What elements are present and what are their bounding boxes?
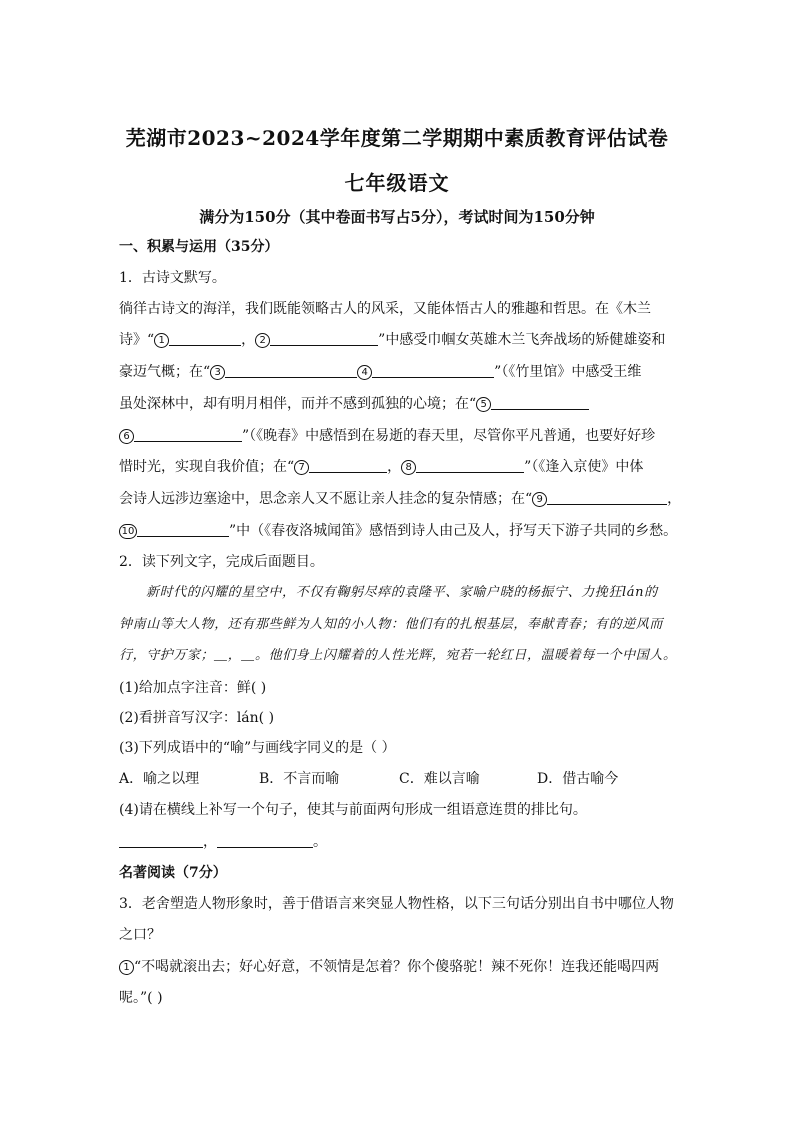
circled-number: 2	[255, 333, 270, 348]
exam-info: 满分为150分（其中卷面书写占5分），考试时间为150分钟	[199, 208, 595, 226]
answer-blank[interactable]	[169, 331, 241, 346]
q1-text: ”（《竹里馆》中感受王维	[494, 364, 642, 380]
option-a[interactable]: A．喻之以理	[119, 771, 200, 787]
circled-number: 7	[294, 460, 309, 475]
q1-title: 1．古诗文默写。	[119, 270, 226, 286]
q2-sub-1: (1)给加点字注音：鲜( )	[119, 680, 267, 696]
q1-text: ”（《晚春》中感悟到在易逝的春天里，尽管你平凡普通，也要好好珍	[242, 428, 656, 444]
circled-number: 5	[476, 397, 491, 412]
circled-number: 1	[154, 333, 169, 348]
q1-text: ”中（《春夜洛城闻笛》感悟到诗人由己及人，抒写天下游子共同的乡愁。	[229, 523, 678, 539]
exam-subtitle: 七年级语文	[344, 171, 450, 195]
answer-blank[interactable]	[134, 427, 242, 442]
q1-text: ，	[387, 459, 402, 475]
answer-blank[interactable]	[217, 833, 313, 848]
circled-number: 3	[210, 365, 225, 380]
circled-number: 1	[119, 960, 134, 975]
circled-number: 10	[119, 524, 137, 539]
q3-line-3	[119, 957, 679, 977]
option-d[interactable]: D．借古喻今	[537, 771, 619, 787]
q1-text: ，	[241, 332, 256, 348]
circled-number: 6	[119, 429, 134, 444]
answer-blank[interactable]	[137, 522, 229, 537]
exam-title: 芜湖市2023~2024学年度第二学期期中素质教育评估试卷	[125, 126, 669, 150]
answer-blank[interactable]	[547, 490, 667, 505]
q1-text: 惜时光，实现自我价值；在“	[119, 459, 295, 475]
q1-line-3	[119, 362, 679, 382]
q2-sub-3: (3)下列成语中的“喻”与画线字同义的是（ ）	[119, 740, 396, 756]
q1-text: 诗》“	[119, 332, 155, 348]
option-c[interactable]: C．难以言喻	[399, 771, 480, 787]
q2-options	[119, 769, 679, 789]
q2-sub-4: (4)请在横线上补写一个句子，使其与前面两句形成一组语意连贯的排比句。	[119, 802, 587, 818]
q3-line-4: 呢。”( )	[119, 990, 163, 1006]
q1-line-1: 徜徉古诗文的海洋，我们既能领略古人的风采，又能体悟古人的雅趣和哲思。在《木兰	[119, 301, 651, 317]
q1-text: ”（《逢入京使》中体	[524, 459, 644, 475]
q3-line-1: 3．老舍塑造人物形象时，善于借语言来突显人物性格，以下三句话分别出自书中哪位人物	[119, 896, 674, 912]
q2-passage-line-1: 新时代的闪耀的星空中，不仅有鞠躬尽瘁的袁隆平、家喻户晓的杨振宁、力挽狂lán的	[146, 585, 658, 600]
answer-blank[interactable]	[270, 331, 378, 346]
circled-number: 9	[532, 492, 547, 507]
q1-line-4	[119, 394, 679, 414]
q1-text: 虽处深林中，却有明月相伴，而并不感到孤独的心境；在“	[119, 396, 477, 412]
q2-title: 2．读下列文字，完成后面题目。	[119, 554, 324, 570]
answer-blank[interactable]	[491, 395, 589, 410]
answer-blank[interactable]	[416, 458, 524, 473]
q1-line-5	[119, 426, 679, 446]
q1-text: 豪迈气概；在“	[119, 364, 211, 380]
q2-sub-4-answer	[119, 832, 679, 852]
q1-text: ，	[667, 491, 682, 507]
q3-line-2: 之口？	[119, 927, 161, 943]
q1-line-2	[119, 330, 679, 350]
answer-blank[interactable]	[309, 458, 387, 473]
option-b[interactable]: B．不言而喻	[259, 771, 340, 787]
section-heading-2: 名著阅读（7分）	[119, 865, 227, 881]
q1-text: 会诗人远涉边塞途中，思念亲人又不愿让亲人挂念的复杂情感；在“	[119, 491, 533, 507]
q2-text: 。	[313, 834, 327, 850]
answer-blank[interactable]	[119, 833, 203, 848]
q1-line-7	[119, 489, 682, 509]
circled-number: 8	[401, 460, 416, 475]
circled-number: 4	[357, 365, 372, 380]
answer-blank[interactable]	[225, 363, 357, 378]
answer-blank[interactable]	[372, 363, 494, 378]
q1-text: ”中感受巾帼女英雄木兰飞奔战场的矫健雄姿和	[378, 332, 666, 348]
q1-line-8	[119, 521, 679, 541]
q2-text: ，	[203, 834, 217, 850]
section-heading-1: 一、积累与运用（35分）	[119, 239, 279, 255]
q2-passage-line-3: 行，守护万家；＿，＿。他们身上闪耀着的人性光辉，宛若一轮红日，温暖着每一个中国人。	[119, 648, 677, 663]
q3-text: “不喝就滚出去；好心好意，不领情是怎着？你个傻骆驼！辣不死你！连我还能喝四两	[134, 959, 660, 975]
q2-passage-line-2: 钟南山等大人物，还有那些鲜为人知的小人物：他们有的扎根基层，奉献青春；有的逆风而	[119, 617, 664, 632]
q2-sub-2: (2)看拼音写汉字：lán( )	[119, 710, 275, 726]
q1-line-6	[119, 457, 679, 477]
